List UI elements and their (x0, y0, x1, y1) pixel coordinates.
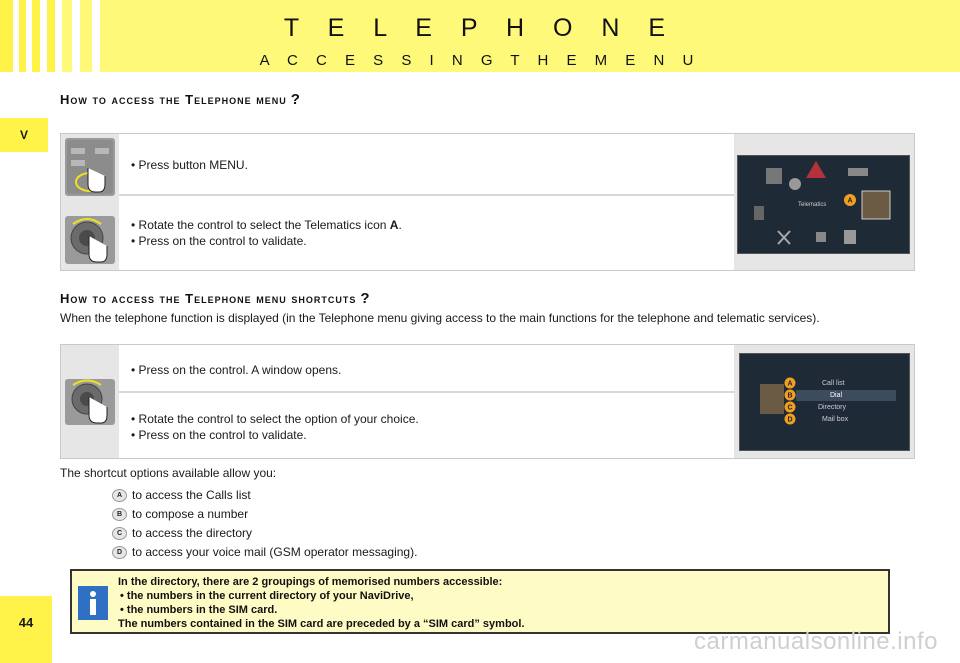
page-title: T E L E P H O N E (283, 14, 677, 42)
telematics-badge: A (847, 197, 853, 205)
shortcut-option-d-text: to access your voice mail (GSM operator messaging). (132, 545, 418, 559)
info-icon (78, 586, 108, 620)
shortcuts-intro: The shortcut options available allow you: (60, 466, 277, 480)
shortcut-option-a-text: to access the Calls list (132, 488, 251, 502)
row-divider (119, 194, 734, 196)
info-line-2: • the numbers in the current directory of your NaviDrive, (120, 590, 414, 602)
section2-heading-q: ? (360, 290, 371, 307)
badge-b: B (112, 508, 127, 521)
shortcut-option-b (112, 507, 248, 521)
chapter-tab: V (0, 118, 48, 152)
menu-badge-b: B (787, 392, 793, 400)
rotary-control-icon (65, 379, 115, 425)
info-box (70, 569, 890, 634)
menu-item-mail-box: Mail box (822, 416, 849, 423)
section1-text-column (119, 134, 734, 270)
info-line-1: In the directory, there are 2 groupings of memorised numbers accessible: (118, 576, 503, 588)
section1-heading (60, 91, 301, 108)
section2-panel (60, 344, 915, 459)
section2-step2-line1: • Rotate the control to select the option of your choice. (131, 412, 419, 426)
info-line-4: The numbers contained in the SIM card are preceded by a “SIM card” symbol. (118, 618, 525, 630)
info-text (118, 575, 525, 631)
section1-heading-text: How to access the Telephone menu (60, 92, 287, 107)
menu-badge-a: A (787, 380, 793, 388)
menu-item-dial: Dial (830, 392, 843, 399)
section1-step3: • Press on the control to validate. (131, 234, 307, 248)
shortcut-option-c-text: to access the directory (132, 526, 253, 540)
page-subtitle: A C C E S S I N G T H E M E N U (259, 52, 701, 69)
watermark: carmanualsonline.info (694, 628, 938, 655)
badge-a: A (112, 489, 127, 502)
section2-step2 (119, 411, 734, 443)
badge-c: C (112, 527, 127, 540)
section2-text-column (119, 345, 734, 458)
shortcut-menu-screen (739, 353, 910, 451)
menu-badge-d: D (787, 416, 793, 424)
section1-step2 (119, 217, 734, 249)
telematics-label: Telematics (798, 202, 827, 208)
menu-item-directory: Directory (818, 404, 847, 411)
shortcut-option-c (112, 526, 252, 540)
section1-step2-bold: A (389, 218, 399, 232)
menu-button-icon (65, 138, 115, 196)
row-divider (119, 391, 734, 393)
section1-step2-pre: • Rotate the control to select the Telematics icon (131, 218, 390, 232)
section1-heading-q: ? (290, 91, 301, 108)
info-line-3: • the numbers in the SIM card. (120, 604, 278, 616)
menu-badge-c: C (787, 404, 793, 412)
page-number: 44 (0, 596, 52, 663)
section2-step2-line2: • Press on the control to validate. (131, 428, 307, 442)
shortcut-option-a (112, 488, 251, 502)
shortcut-option-d (112, 545, 417, 559)
section2-heading (60, 290, 371, 307)
section2-step1: • Press on the control. A window opens. (131, 363, 342, 377)
section1-panel (60, 133, 915, 271)
shortcut-option-b-text: to compose a number (132, 507, 249, 521)
section1-step1: • Press button MENU. (131, 158, 248, 172)
menu-item-call-list: Call list (822, 380, 845, 387)
section1-step2-post: . (398, 218, 402, 232)
telematics-screen (737, 155, 910, 254)
rotary-control-icon (65, 216, 115, 264)
page-header (0, 0, 960, 72)
section2-heading-text: How to access the Telephone menu shortcuts (60, 291, 357, 306)
section2-intro: When the telephone function is displayed (in the Telephone menu giving access to the main functions for the telephone and telematic services). (60, 311, 820, 325)
badge-d: D (112, 546, 127, 559)
